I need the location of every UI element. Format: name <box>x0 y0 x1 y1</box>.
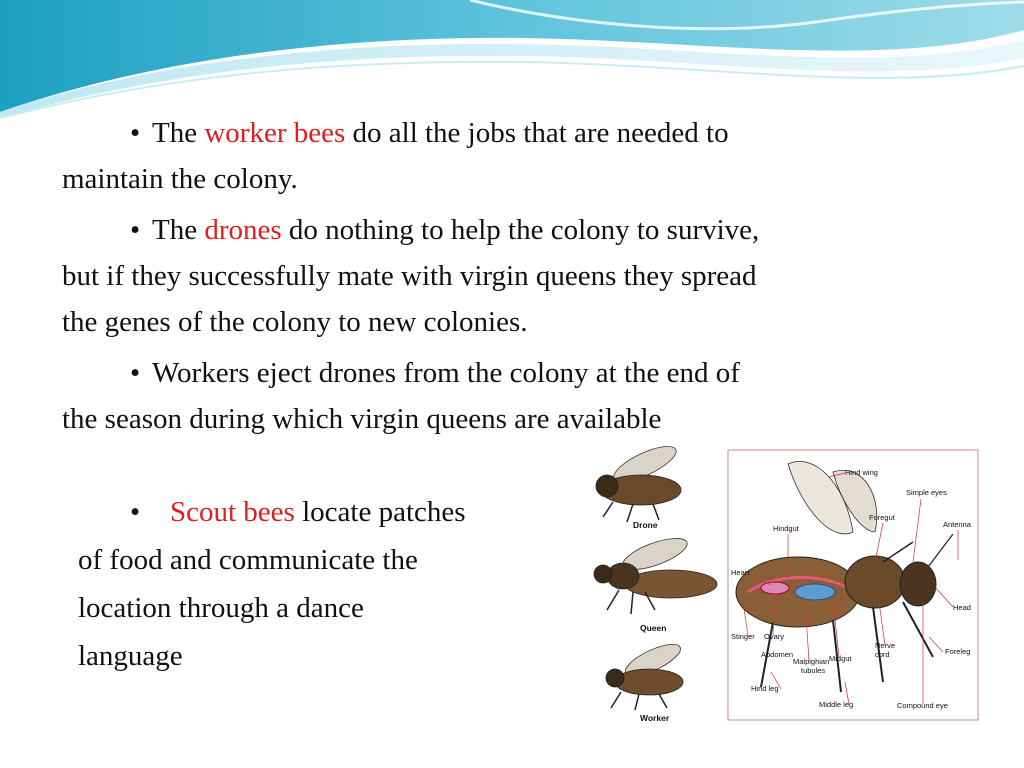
label-drone: Drone <box>633 520 658 530</box>
queen-illustration <box>594 532 717 614</box>
bullet-scout-bees: • Scout bees locate patches of food and communicate the location through a dance language <box>78 488 588 680</box>
svg-text:Malpighian: Malpighian <box>793 657 830 666</box>
svg-text:Antenna: Antenna <box>943 520 971 529</box>
bullet-dot: • <box>130 214 141 246</box>
highlight-worker-bees: worker bees <box>204 117 346 149</box>
svg-text:Hindgut: Hindgut <box>773 524 799 533</box>
svg-text:Simple eyes: Simple eyes <box>906 488 947 497</box>
highlight-drones: drones <box>204 214 282 246</box>
svg-text:Stinger: Stinger <box>731 632 755 641</box>
svg-text:Nerve: Nerve <box>875 641 896 650</box>
svg-text:tubules: tubules <box>801 666 826 675</box>
svg-text:Heart: Heart <box>731 568 750 577</box>
svg-text:Hind leg: Hind leg <box>751 684 779 693</box>
svg-text:Abdomen: Abdomen <box>761 650 794 659</box>
header-wave-decoration <box>0 0 1024 120</box>
label-queen: Queen <box>640 623 667 633</box>
svg-text:Midgut: Midgut <box>829 654 852 663</box>
bee-anatomy-illustration <box>583 442 983 726</box>
bullet-workers-eject: • Workers eject drones from the colony at the end of the season during which virgin queens are available <box>62 350 982 442</box>
svg-text:Compound eye: Compound eye <box>897 701 948 710</box>
bullet-dot: • <box>130 117 141 149</box>
svg-text:Middle leg: Middle leg <box>819 700 854 709</box>
worker-illustration <box>606 638 684 710</box>
svg-text:Foregut: Foregut <box>869 513 895 522</box>
svg-text:cord: cord <box>875 650 890 659</box>
bullet-dot: • <box>130 496 141 528</box>
svg-text:Hind wing: Hind wing <box>845 468 878 477</box>
bullet-drones: • The drones do nothing to help the colony to survive, but if they successfully mate with virgin queens they spread the genes of the colony to new colonies. <box>62 207 982 345</box>
svg-text:Head: Head <box>953 603 971 612</box>
svg-text:Foreleg: Foreleg <box>945 647 971 656</box>
svg-text:Ovary: Ovary <box>764 632 785 641</box>
drone-illustration <box>596 442 681 522</box>
label-worker: Worker <box>640 713 670 723</box>
highlight-scout-bees: Scout bees <box>170 496 295 528</box>
bullet-worker-bees: • The worker bees do all the jobs that are needed to maintain the colony. <box>62 110 962 202</box>
bullet-dot: • <box>130 357 141 389</box>
bee-anatomy-figure <box>583 442 983 726</box>
